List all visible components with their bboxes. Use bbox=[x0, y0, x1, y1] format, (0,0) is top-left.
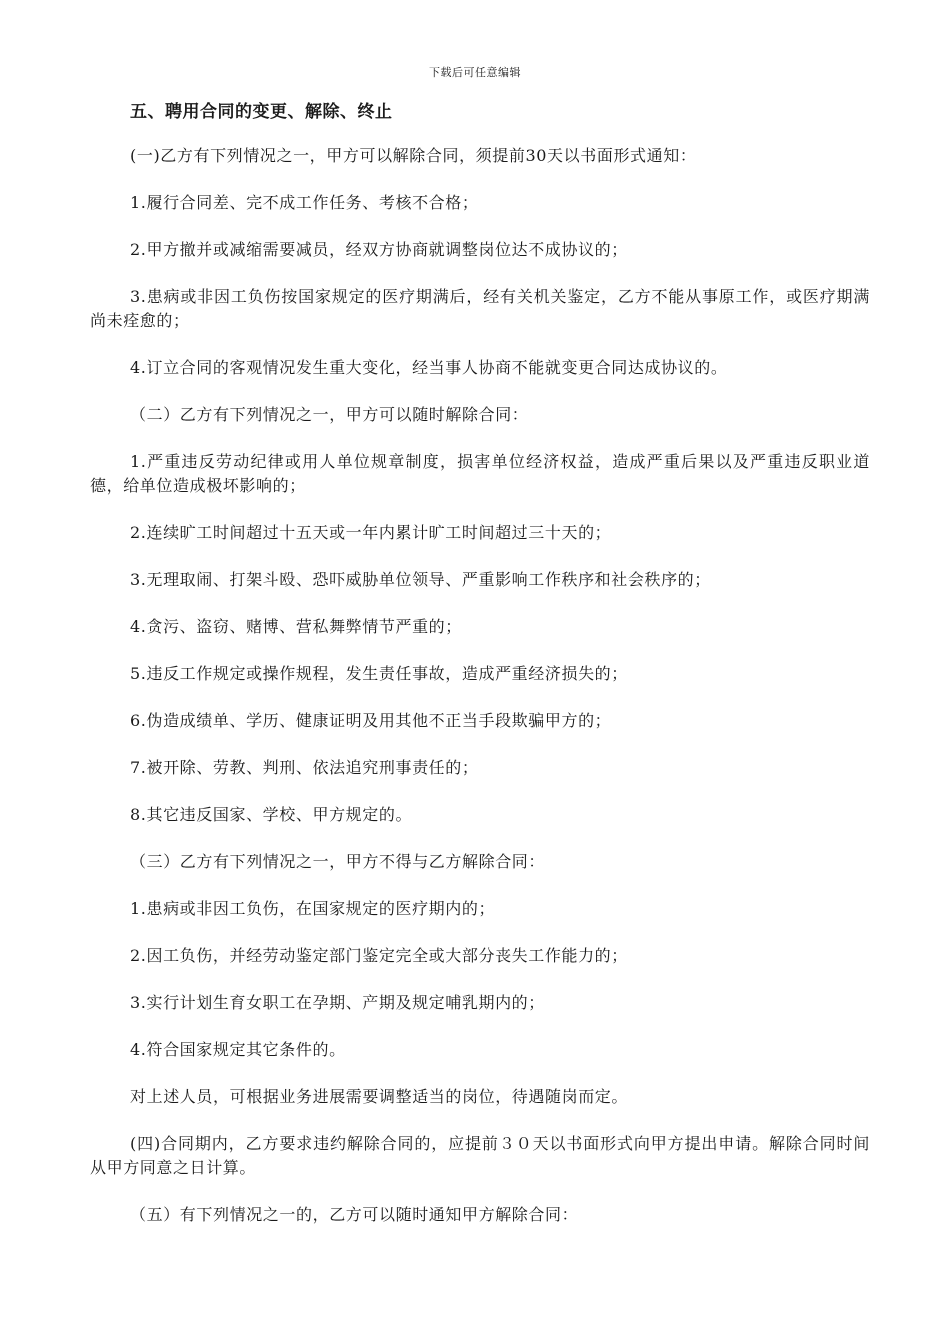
clause-2-item-1: 1.严重违反劳动纪律或用人单位规章制度，损害单位经济权益，造成严重后果以及严重违反职业道德，给单位造成极坏影响的； bbox=[90, 452, 870, 495]
clause-5-intro: （五）有下列情况之一的，乙方可以随时通知甲方解除合同： bbox=[130, 1205, 579, 1224]
page-header-note: 下载后可任意编辑 bbox=[429, 66, 521, 79]
clause-2-item-6: 6.伪造成绩单、学历、健康证明及用其他不正当手段欺骗甲方的； bbox=[130, 711, 612, 730]
clause-2-item-4: 4.贪污、盗窃、赌博、营私舞弊情节严重的； bbox=[130, 617, 462, 636]
clause-3-note: 对上述人员，可根据业务进展需要调整适当的岗位，待遇随岗而定。 bbox=[130, 1087, 629, 1106]
clause-4: (四)合同期内，乙方要求违约解除合同的，应提前３０天以书面形式向甲方提出申请。解除合同时间从甲方同意之日计算。 bbox=[90, 1134, 870, 1177]
clause-1-item-3: 3.患病或非因工负伤按国家规定的医疗期满后，经有关机关鉴定，乙方不能从事原工作，或医疗期满尚未痊愈的； bbox=[90, 287, 870, 330]
document-body bbox=[90, 100, 870, 1250]
clause-3-item-1: 1.患病或非因工负伤，在国家规定的医疗期内的； bbox=[130, 899, 496, 918]
clause-2-item-7: 7.被开除、劳教、判刑、依法追究刑事责任的； bbox=[130, 758, 479, 777]
clause-1-item-4: 4.订立合同的客观情况发生重大变化，经当事人协商不能就变更合同达成协议的。 bbox=[130, 358, 728, 377]
clause-3-intro: （三）乙方有下列情况之一，甲方不得与乙方解除合同： bbox=[130, 852, 546, 871]
clause-3-item-4: 4.符合国家规定其它条件的。 bbox=[130, 1040, 346, 1059]
clause-2-item-2: 2.连续旷工时间超过十五天或一年内累计旷工时间超过三十天的； bbox=[130, 523, 612, 542]
clause-3-item-2: 2.因工负伤，并经劳动鉴定部门鉴定完全或大部分丧失工作能力的； bbox=[130, 946, 628, 965]
clause-2-item-3: 3.无理取闹、打架斗殴、恐吓威胁单位领导、严重影响工作秩序和社会秩序的； bbox=[130, 570, 711, 589]
clause-1-item-2: 2.甲方撤并或减缩需要减员，经双方协商就调整岗位达不成协议的； bbox=[130, 240, 628, 259]
clause-1-intro: (一)乙方有下列情况之一，甲方可以解除合同，须提前30天以书面形式通知： bbox=[130, 146, 697, 165]
clause-2-item-5: 5.违反工作规定或操作规程，发生责任事故，造成严重经济损失的； bbox=[130, 664, 628, 683]
clause-1-item-1: 1.履行合同差、完不成工作任务、考核不合格； bbox=[130, 193, 479, 212]
clause-2-item-8: 8.其它违反国家、学校、甲方规定的。 bbox=[130, 805, 413, 824]
clause-3-item-3: 3.实行计划生育女职工在孕期、产期及规定哺乳期内的； bbox=[130, 993, 545, 1012]
section-title: 五、聘用合同的变更、解除、终止 bbox=[130, 102, 393, 122]
clause-2-intro: （二）乙方有下列情况之一，甲方可以随时解除合同： bbox=[130, 405, 529, 424]
